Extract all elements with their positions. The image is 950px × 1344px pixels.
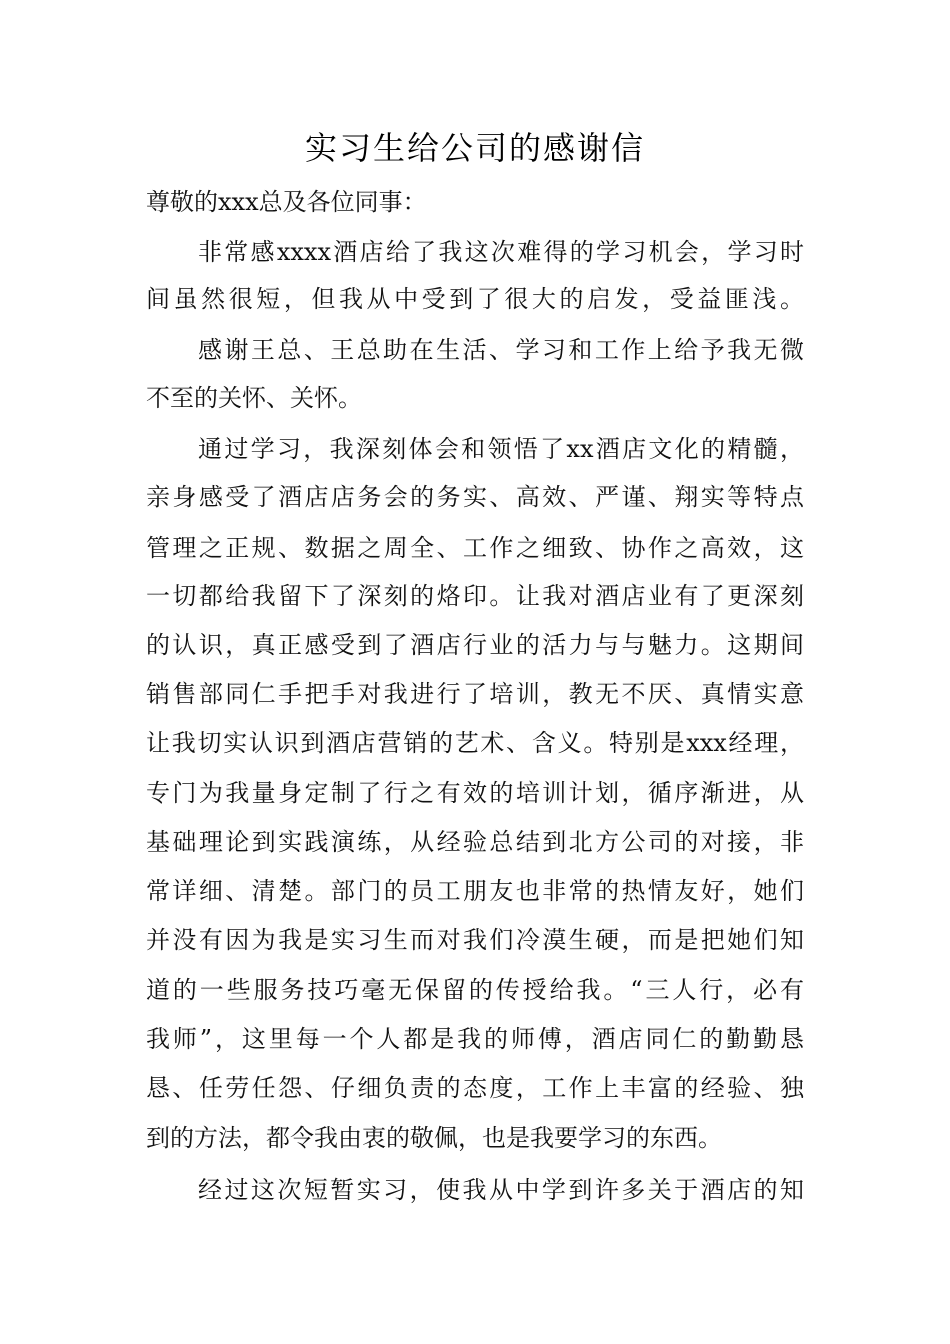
document-title: 实习生给公司的感谢信 bbox=[304, 129, 645, 167]
paragraph-line: 基础理论到实践演练，从经验总结到北方公司的对接，非 bbox=[146, 828, 804, 856]
paragraph-line: 经过这次短暂实习，使我从中学到许多关于酒店的知 bbox=[198, 1176, 804, 1204]
paragraph-line: 道的一些服务技巧毫无保留的传授给我。“三人行，必有 bbox=[146, 976, 804, 1004]
paragraph-line: 常详细、清楚。部门的员工朋友也非常的热情友好，她们 bbox=[146, 877, 804, 905]
paragraph-line: 我师”，这里每一个人都是我的师傅，酒店同仁的勤勤恳 bbox=[146, 1025, 804, 1053]
paragraph-line: 通过学习，我深刻体会和领悟了xx酒店文化的精髓， bbox=[198, 435, 804, 463]
paragraph-line: 一切都给我留下了深刻的烙印。让我对酒店业有了更深刻 bbox=[146, 582, 804, 610]
paragraph-line: 亲身感受了酒店店务会的务实、高效、严谨、翔实等特点 bbox=[146, 483, 804, 511]
paragraph-line: 感谢王总、王总助在生活、学习和工作上给予我无微 bbox=[198, 336, 804, 364]
paragraph-line: 的认识，真正感受到了酒店行业的活力与与魅力。这期间 bbox=[146, 631, 804, 659]
paragraph-line: 管理之正规、数据之周全、工作之细致、协作之高效，这 bbox=[146, 534, 804, 562]
paragraph-line: 间虽然很短，但我从中受到了很大的启发，受益匪浅。 bbox=[146, 285, 804, 313]
paragraph-line: 恳、任劳任怨、仔细负责的态度，工作上丰富的经验、独 bbox=[146, 1074, 804, 1102]
paragraph-line: 销售部同仁手把手对我进行了培训，教无不厌、真情实意 bbox=[146, 680, 804, 708]
salutation: 尊敬的xxx总及各位同事： bbox=[146, 188, 427, 216]
paragraph-line: 到的方法，都令我由衷的敬佩，也是我要学习的东西。 bbox=[146, 1124, 722, 1152]
paragraph-line: 专门为我量身定制了行之有效的培训计划，循序渐进，从 bbox=[146, 779, 804, 807]
paragraph-line: 非常感xxxx酒店给了我这次难得的学习机会，学习时 bbox=[198, 238, 804, 266]
paragraph-line: 不至的关怀、关怀。 bbox=[146, 384, 362, 412]
paragraph-line: 让我切实认识到酒店营销的艺术、含义。特别是xxx经理， bbox=[146, 729, 804, 757]
paragraph-line: 并没有因为我是实习生而对我们冷漠生硬，而是把她们知 bbox=[146, 926, 804, 954]
